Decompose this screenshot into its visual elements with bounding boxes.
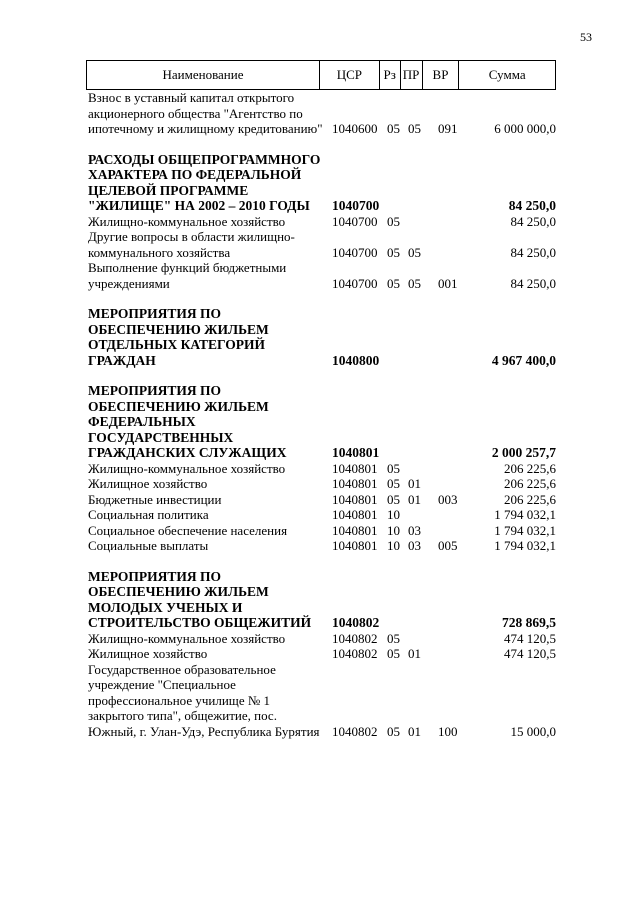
row-pr: 01	[408, 491, 421, 507]
row-sum: 206 225,6	[504, 476, 556, 491]
row-csr: 1040802	[332, 615, 380, 630]
row-name: Жилищно-коммунальное хозяйство	[88, 213, 286, 229]
table-row	[86, 229, 556, 260]
row-name: МЕРОПРИЯТИЯ ПО ОБЕСПЕЧЕНИЮ ЖИЛЬЕМ ОТДЕЛЬНЫХ КАТЕГОРИЙ ГРАЖДАН	[88, 306, 269, 368]
row-pr: 01	[408, 723, 421, 739]
row-csr: 1040801	[332, 522, 378, 538]
row-csr: 1040801	[332, 538, 378, 553]
section-row	[86, 152, 556, 214]
row-pr: 03	[408, 522, 421, 538]
row-values	[86, 476, 556, 492]
row-vr: 100	[438, 723, 458, 739]
row-values	[86, 630, 556, 646]
table-row	[86, 492, 556, 508]
row-rz: 05	[387, 275, 400, 291]
row-csr: 1040801	[332, 491, 378, 507]
row-values	[86, 723, 556, 739]
header-sum: Сумма	[458, 61, 555, 89]
row-csr: 1040801	[332, 460, 378, 476]
row-csr: 1040802	[332, 646, 378, 661]
row-csr: 1040800	[332, 352, 380, 368]
row-rz: 05	[387, 460, 400, 476]
row-values	[86, 445, 556, 461]
header-vr: ВР	[422, 61, 459, 89]
row-vr: 091	[438, 121, 458, 136]
row-sum: 1 794 032,1	[494, 507, 556, 522]
row-values	[86, 491, 556, 507]
row-values	[86, 244, 556, 260]
row-name: МЕРОПРИЯТИЯ ПО ОБЕСПЕЧЕНИЮ ЖИЛЬЕМ ФЕДЕРАЛЬНЫХ ГОСУДАРСТВЕННЫХ ГРАЖДАНСКИХ СЛУЖАЩИХ	[88, 383, 287, 460]
section-row	[86, 306, 556, 368]
row-sum: 15 000,0	[510, 723, 556, 739]
row-vr: 005	[438, 538, 458, 553]
row-vr: 001	[438, 275, 458, 291]
row-sum: 4 967 400,0	[491, 352, 556, 368]
header-pr: ПР	[400, 61, 422, 89]
row-sum: 6 000 000,0	[494, 121, 556, 136]
row-name: Жилищно-коммунальное хозяйство	[88, 460, 286, 476]
row-sum: 84 250,0	[508, 198, 556, 213]
row-rz: 05	[387, 121, 400, 136]
row-pr: 05	[408, 244, 421, 260]
row-csr: 1040700	[332, 213, 378, 229]
table-row	[86, 523, 556, 539]
table-row	[86, 214, 556, 230]
row-name: Жилищное хозяйство	[88, 646, 208, 661]
table-row	[86, 646, 556, 662]
row-name: РАСХОДЫ ОБЩЕПРОГРАММНОГО ХАРАКТЕРА ПО ФЕДЕРАЛЬНОЙ ЦЕЛЕВОЙ ПРОГРАММЕ "ЖИЛИЩЕ" НА 2002 – 2010 ГОДЫ	[88, 151, 321, 213]
row-values	[86, 460, 556, 476]
row-sum: 206 225,6	[504, 491, 556, 507]
row-name: МЕРОПРИЯТИЯ ПО ОБЕСПЕЧЕНИЮ ЖИЛЬЕМ МОЛОДЫХ УЧЕНЫХ И СТРОИТЕЛЬСТВО ОБЩЕЖИТИЙ	[88, 568, 312, 630]
row-sum: 474 120,5	[504, 630, 556, 646]
row-rz: 05	[387, 491, 400, 507]
row-rz: 05	[387, 723, 400, 739]
row-name: Социальное обеспечение населения	[88, 522, 288, 538]
row-values	[86, 198, 556, 214]
row-sum: 2 000 257,7	[491, 445, 556, 460]
row-values	[86, 615, 556, 631]
table-row	[86, 507, 556, 523]
row-sum: 84 250,0	[510, 213, 556, 229]
row-rz: 10	[387, 522, 400, 538]
table-row	[86, 260, 556, 291]
row-values	[86, 275, 556, 291]
table-row	[86, 662, 556, 740]
row-pr: 01	[408, 646, 421, 661]
row-vr: 003	[438, 491, 458, 507]
section-row	[86, 383, 556, 461]
page-number: 53	[580, 30, 592, 44]
table-body	[86, 90, 556, 739]
table-row	[86, 631, 556, 647]
row-name: Жилищно-коммунальное хозяйство	[88, 630, 286, 646]
row-values	[86, 213, 556, 229]
row-values	[86, 352, 556, 368]
row-csr: 1040801	[332, 507, 378, 522]
header-csr: ЦСР	[319, 61, 379, 89]
row-name: Выполнение функций бюджетными учреждениями	[88, 260, 287, 291]
row-rz: 05	[387, 244, 400, 260]
row-sum: 84 250,0	[510, 244, 556, 260]
row-pr: 05	[408, 275, 421, 291]
row-name: Социальная политика	[88, 507, 209, 522]
row-sum: 1 794 032,1	[494, 522, 556, 538]
row-sum: 474 120,5	[504, 646, 556, 661]
row-values	[86, 507, 556, 523]
row-csr: 1040802	[332, 630, 378, 646]
table-row	[86, 538, 556, 554]
row-sum: 84 250,0	[510, 275, 556, 291]
row-csr: 1040700	[332, 198, 380, 213]
row-csr: 1040802	[332, 723, 378, 739]
row-sum: 1 794 032,1	[494, 538, 556, 553]
row-values	[86, 646, 556, 662]
row-sum: 206 225,6	[504, 460, 556, 476]
table-header	[86, 60, 556, 90]
row-pr: 03	[408, 538, 421, 553]
row-name: Государственное образовательное учреждение "Специальное профессиональное училище № 1 закрытого типа", общежитие, пос. Южный, г. Улан-Удэ, Республика Бурятия	[88, 661, 320, 739]
header-name: Наименование	[162, 67, 244, 82]
row-rz: 10	[387, 538, 400, 553]
row-values	[86, 121, 556, 137]
row-values	[86, 538, 556, 554]
table-row	[86, 90, 556, 137]
section-row	[86, 569, 556, 631]
table-row	[86, 461, 556, 477]
row-csr: 1040700	[332, 244, 378, 260]
row-name: Другие вопросы в области жилищно-коммунального хозяйства	[88, 229, 295, 260]
row-values	[86, 522, 556, 538]
row-rz: 05	[387, 630, 400, 646]
row-csr: 1040801	[332, 445, 380, 460]
row-csr: 1040700	[332, 275, 378, 291]
table-row	[86, 476, 556, 492]
row-pr: 05	[408, 121, 421, 136]
row-pr: 01	[408, 476, 421, 491]
row-rz: 10	[387, 507, 400, 522]
row-csr: 1040600	[332, 121, 378, 136]
header-rz: Рз	[379, 61, 400, 89]
row-name: Жилищное хозяйство	[88, 476, 208, 491]
row-name: Социальные выплаты	[88, 538, 209, 553]
row-rz: 05	[387, 476, 400, 491]
row-rz: 05	[387, 213, 400, 229]
row-name: Взнос в уставный капитал открытого акционерного общества "Агентство по ипотечному и жилищному кредитованию"	[88, 90, 323, 136]
row-sum: 728 869,5	[502, 615, 556, 630]
row-csr: 1040801	[332, 476, 378, 491]
row-rz: 05	[387, 646, 400, 661]
row-name: Бюджетные инвестиции	[88, 491, 222, 507]
